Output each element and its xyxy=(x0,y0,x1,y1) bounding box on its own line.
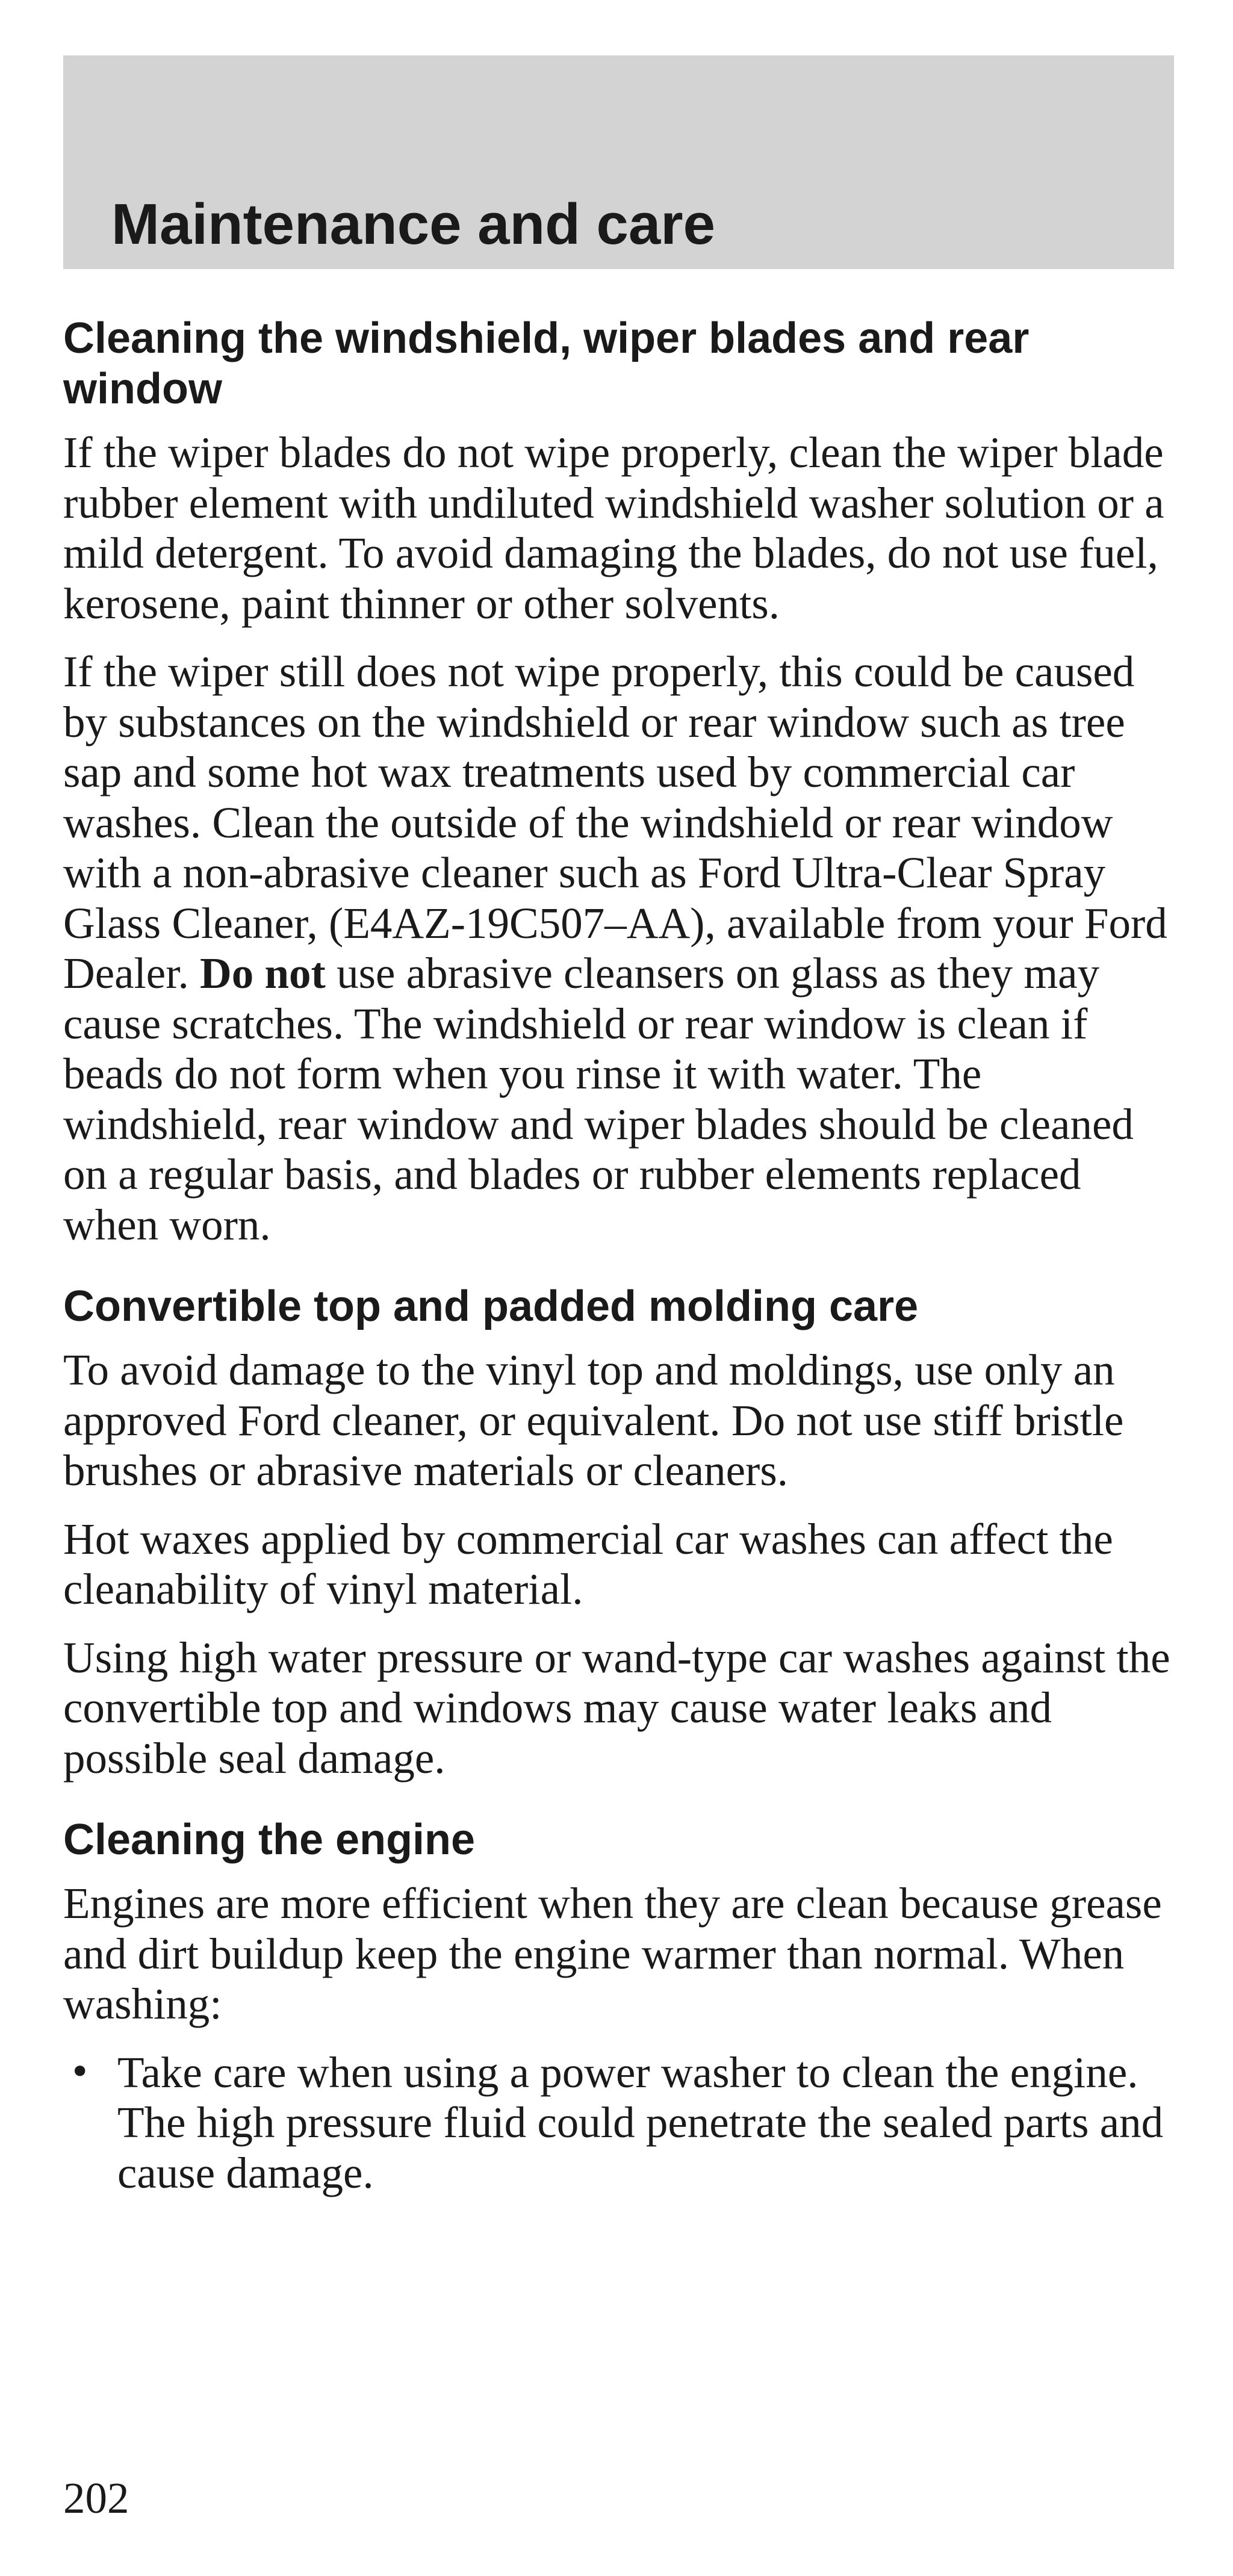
chapter-title: Maintenance and care xyxy=(111,192,716,256)
list-item-text: Take care when using a power washer to clean the engine. The high pressure fluid could penetrate the sealed parts and cause damage. xyxy=(117,2047,1164,2197)
section-heading xyxy=(63,313,1183,414)
bullet-icon: • xyxy=(69,2050,91,2093)
bullet-list xyxy=(63,2047,1183,2199)
section-heading-line: Cleaning the windshield, wiper blades and rear xyxy=(63,314,1030,362)
section-heading: Cleaning the engine xyxy=(63,1816,476,1864)
section-heading-line: window xyxy=(63,365,222,413)
body-paragraph: If the wiper blades do not wipe properly, clean the wiper blade rubber element with undiluted windshield washer solution or a mild detergent. To avoid damaging the blades, do not use fuel, kerosene, paint thinner or other solvents. xyxy=(63,428,1164,628)
list-item xyxy=(63,2047,1183,2199)
body-paragraph: Engines are more efficient when they are clean because grease and dirt buildup keep the engine warmer than normal. When washing: xyxy=(63,1879,1162,2028)
paragraph-text: use abrasive cleansers on glass as they may cause scratches. The windshield or rear window is clean if beads do not form when you rinse it with water. The windshield, rear window and wiper blades should be cleaned on a regular basis, and blades or rubber elements replaced when worn. xyxy=(63,949,1134,1249)
section-windshield-cleaning xyxy=(63,313,1183,1250)
body-paragraph xyxy=(63,647,1183,1250)
body-paragraph: To avoid damage to the vinyl top and moldings, use only an approved Ford cleaner, or equivalent. Do not use stiff bristle brushes or abrasive materials or cleaners. xyxy=(63,1345,1124,1495)
section-heading: Convertible top and padded molding care xyxy=(63,1282,919,1330)
emphasis-text: Do not xyxy=(199,949,326,998)
paragraph-text: If the wiper still does not wipe properly, this could be caused by substances on the windshield or rear window such as tree sap and some hot wax treatments used by commercial car washes. Clean the outside of the windshield or rear window with a non-abrasive cleaner such as Ford Ultra-Clear Spray Glass Cleaner, (E4AZ-19C507–AA), available from your Ford Dealer. xyxy=(63,647,1167,998)
page-number: 202 xyxy=(63,2474,129,2522)
section-engine-cleaning xyxy=(63,1814,1183,2198)
body-paragraph: Hot waxes applied by commercial car washes can affect the cleanability of vinyl material. xyxy=(63,1514,1113,1613)
chapter-header-band xyxy=(63,55,1174,269)
section-convertible-top-care xyxy=(63,1281,1183,1783)
body-paragraph: Using high water pressure or wand-type car washes against the convertible top and windows may cause water leaks and possible seal damage. xyxy=(63,1633,1170,1783)
page-content xyxy=(63,313,1183,2198)
